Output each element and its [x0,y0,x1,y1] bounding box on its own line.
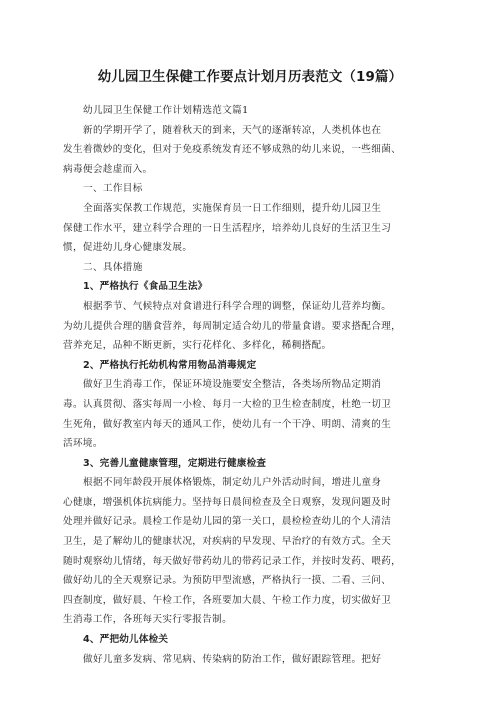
paragraph-line: 二、具体措施 [83,261,143,273]
paragraph-line: 保健工作水平，建立科学合理的一日生活程序，培养幼儿良好的生活卫生习 [63,222,392,234]
paragraph-line: 为幼儿提供合理的膳食营养，每周制定适合幼儿的带量食谱。要求搭配合理， [63,320,402,332]
paragraph-line: 病毒便会趁虚而入。 [63,163,153,175]
document-title: 幼儿园卫生保健工作要点计划月历表范文（19篇） [97,70,403,85]
paragraph-line: 惯，促进幼儿身心健康发展。 [63,242,193,254]
paragraph-line: 生消毒工作，各班每天实行零报告制。 [63,614,233,626]
paragraph-line: 卫生，是了解幼儿的健康状况，对疾病的早发现、早治疗的有效方式。全天 [63,536,392,548]
paragraph-line: 生死角，做好教室内每天的通风工作，使幼儿有一个干净、明朗、清爽的生 [63,418,392,430]
paragraph-line: 营养充足，品种不断更新，实行花样化、多样化，稀稠搭配。 [63,340,332,352]
paragraph-line: 做好儿童多发病、常见病、传染病的防治工作，做好跟踪管理。把好 [83,653,382,665]
paragraph-line: 做好卫生消毒工作，保证环境设施要安全整洁，各类场所物品定期消 [83,379,382,391]
paragraph-line: 一、工作目标 [83,183,143,195]
paragraph-line: 幼儿园卫生保健工作计划精选范文篇1 [83,105,249,116]
section-heading: 4、严把幼儿体检关 [83,634,169,646]
document-body [63,101,437,669]
paragraph-line: 活环境。 [63,438,103,450]
paragraph-line: 毒。认真贯彻、落实每周一小检、每月一大检的卫生检查制度，杜绝一切卫 [63,398,392,410]
paragraph-line: 心健康，增强机体抗病能力。坚持每日晨间检查及全日观察，发现问题及时 [63,496,392,508]
paragraph-line: 新的学期开学了，随着秋天的到来，天气的逐渐转凉，人类机体也在 [83,124,382,136]
paragraph-line: 随时观察幼儿情绪，每天做好带药幼儿的带药记录工作，并按时发药、喂药， [63,555,402,567]
paragraph-line: 做好幼儿的全天观察记录。为预防甲型流感，严格执行一摸、二看、三问、 [63,575,392,587]
section-heading: 3、完善儿童健康管理，定期进行健康检查 [83,457,267,469]
paragraph-line: 四查制度，做好晨、午检工作，各班要加大晨、午检工作力度，切实做好卫 [63,594,392,606]
paragraph-line: 处理并做好记录。晨检工作是幼儿园的第一关口，晨检检查幼儿的个人清洁 [63,516,392,528]
section-heading: 2、严格执行托幼机构常用物品消毒规定 [83,359,257,371]
paragraph-line: 全面落实保教工作规范，实施保育员一日工作细则，提升幼儿园卫生 [83,202,382,214]
paragraph-line: 根据季节、气候特点对食谱进行科学合理的调整，保证幼儿营养均衡。 [83,300,392,312]
paragraph-line: 根据不同年龄段开展体格锻炼，制定幼儿户外活动时间，增进儿童身 [83,477,382,489]
paragraph-line: 发生着微妙的变化，但对于免疫系统发育还不够成熟的幼儿来说，一些细菌、 [63,144,402,156]
section-heading: 1、严格执行《食品卫生法》 [83,281,208,293]
